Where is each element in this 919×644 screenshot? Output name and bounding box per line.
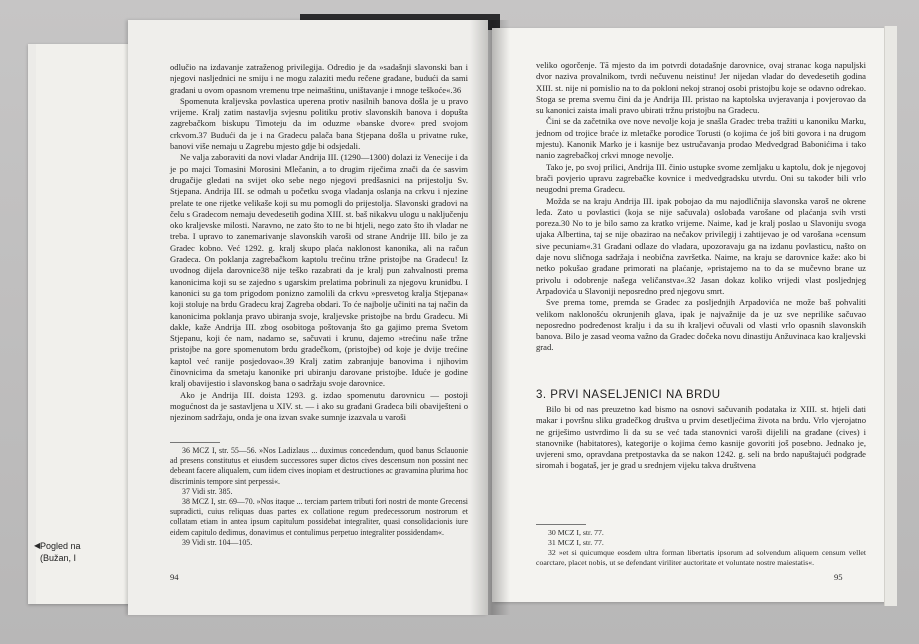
footnote-divider bbox=[536, 524, 586, 525]
footnote: 36 MCZ I, str. 55—56. »Nos Ladizlaus ... duximus concedendum, quod banus Sclauonie ad presens constitutus et eiusdem successores super dictos cives descensum non possint nec debeant facere aliqualem, cum iidem cives inopiam et destructiones ac gravamina plurima hoc discriminis tempore sint perpessi«. bbox=[170, 446, 468, 486]
right-page-body bbox=[536, 60, 866, 354]
footnote: 39 Vidi str. 104—105. bbox=[182, 537, 253, 547]
dust-jacket-flap bbox=[36, 44, 137, 604]
page-number-left: 94 bbox=[170, 572, 179, 582]
paragraph: odlučio na izdavanje zatraženog privilegija. Odredio je da »sadašnji slavonski ban i njegovi nasljednici ne smiju i ne mogu zalaziti među rečene građane, budući da sami građani u ovom opasnom vremenu trpe neimaštinu, uništavanje i mnoge teškoće«.36 bbox=[170, 62, 468, 95]
book-gutter bbox=[470, 20, 510, 615]
page-number-right: 95 bbox=[834, 572, 843, 582]
footnote: 31 MCZ I, str. 77. bbox=[548, 538, 604, 547]
footnote-divider bbox=[170, 442, 220, 443]
page-edges-right bbox=[884, 26, 897, 606]
left-page-body bbox=[170, 62, 468, 424]
flap-caption-line-1: Pogled na bbox=[40, 541, 81, 551]
flap-caption bbox=[40, 540, 81, 564]
paragraph: Tako je, po svoj prilici, Andrija III. činio ustupke svome zemljaku u kaptolu, dok je njegovoj brači povjerio upravu zagrebačke kovnice i medvedgradsku utvrdu. Oni su također bili vrlo neugodni prema Gradecu. bbox=[536, 161, 866, 195]
paragraph: veliko ogorčenje. Tā mjesto da im potvrdi dotadašnje darovnice, ovaj stranac koga napuljski dvor naziva provalnikom, tvrdi nečuvenu neistinu! Jer nijedan vladar do devedesetih godina XIII. st. nije ni pomislio na to da pokloni nekoj stranoj osobi pristojbu koje se odavno odrekao. Stoga se prema svemu čini da je Andrija III. pristao na kaptolska uvjeravanja i povjerovao da su kanonici zaista imali pravo ubirati tržnu pristojbu na Gradecu. bbox=[536, 60, 866, 116]
paragraph: Bilo bi od nas preuzetno kad bismo na osnovi sačuvanih podataka iz XIII. st. htjeli dati makar i površnu sliku gradečkog društva u prvim desetljećima života na brdu. Vrlo vjerojatno ne griješimo ustvrdimo li da su se već tada stanovnici varoši dijelili na građane (cives) i stanovnike (habitatores), kategorije o kojima ćemo kasnije govoriti još posebno. Jednako je, uvjereni smo, opravdana pretpostavka da se nakon 1242. g. seli na brdo napuštajući podgrađe siromah i bogataš, jer je grad u srednjem vijeku takva društvena bbox=[536, 404, 866, 471]
footnote: 38 MCZ I, str. 69—70. »Nos itaque ... terciam partem tributi fori nostri de monte Grecensi supradicti, cuius reliquas duas partes ex collatione regum predecessorum nostrorum et collatam etiam in antea ipsum capitulum possidebat integraliter, quasi consolidacionis iure eidem capitulo dedimus, donavimus et contulimus perpetuo integraliter possidendam«. bbox=[170, 497, 468, 537]
right-page-footnotes bbox=[536, 528, 866, 568]
paragraph: Sve prema tome, premda se Gradec za posljednjih Arpadovića ne može baš pohvaliti velikom naklonošću okrunjenih glava, ipak je najvažnije da je uz sve neprilike sačuvao neposredno podređenost kralju i da su ih kraljevi očuvali od vlasti vrlo opasnih slavonskih banova. Bilo je zasad veoma važno da Gradec dočeka novu dinastiju Anžuvinaca kao kraljevski grad. bbox=[536, 297, 866, 353]
paragraph: Ako je Andrija III. doista 1293. g. izdao spomenutu darovnicu — postoji mogućnost da je sastavljena u XIV. st. — i ako su građani Gradeca bili obaviješteni o njezinom sadržaju, onda je ona izvan svake sumnje izazvala u varoši bbox=[170, 389, 468, 423]
footnote: 37 Vidi str. 385. bbox=[182, 486, 233, 496]
footnote: 32 »et si quicumque eosdem ultra forman libertatis ipsorum ad solvendum aliquem censum vellet coarctare, placet nobis, ut se defendant viriliter auctoritate et voluntate nostre maiestatis«. bbox=[536, 548, 866, 567]
paragraph: Spomenuta kraljevska povlastica uperena protiv nasilnih banova došla je u pravo vrijeme. Kralj zatim nastavlja svjesnu politiku protiv slavonskih banova i dopušta zagrebačkom biskupu Timoteju da im oduzme »banske dvore« pred svojom crkvom.37 Budući da je i na Gradecu palača bana Stjepana došla u privatne ruke, banovi više nemaju u Zagrebu mjesto gdje bi odsjedali. bbox=[170, 95, 468, 152]
left-page-footnotes bbox=[170, 446, 468, 548]
paragraph: Možda se na kraju Andrija III. ipak pobojao da mu najodličnija slavonska varoš ne okrene leđa. Zato u povlastici (koja se nije sačuvala) oslobađa varošane od plaćanja svih vrsti poreza.30 No to je bilo samo za kratko vrijeme. Naime, kad je kralj poslao u Slavoniju svoga ujaka Albertina, taj se nije obazirao na nečakov privilegij i zahtijevao je od varošana »censum sive pecuniam«.31 Građani odlaze do vladara, upozoravaju ga na izdanu povlasticu, našto on daje novu sličnoga sadržaja i neobična završetka. Naime, na kraju se darovnice kaže: ako bi netko pokušao građane primorati na plaćanje, »pristajemo na to da se mučevno brane uz privolu i odobrenje našega veličanstva«.32 Jasan dokaz koliko vrijedi vlast posljednjeg Arpadovića u Slavoniji neposredno pred njegovu smrt. bbox=[536, 195, 866, 296]
paragraph: Čini se da začetnika ove nove nevolje koja je snašla Gradec treba tražiti u kanoniku Marku, jednom od trojice braće iz mletačke porodice Torusti (o kojima će još biti govora i na drugom mjestu). Kanonik Marko je i kasnije bez ustručavanja prodao Medvedgrad Babonićima i tako nanio zagrebačkoj crkvi mnoge nevolje. bbox=[536, 116, 866, 161]
paragraph: Ne valja zaboraviti da novi vladar Andrija III. (1290—1300) dolazi iz Venecije i da je po majci Tomasini Morosini Mlečanin, a to drugim riječima znači da će sasvim drugačije gledati na svijet oko sebe nego njegovi predšasnici na prijestolju Sv. Stjepana. Andrija III. se odmah u početku svoga vladanja oslanja na crkvu i njezine prelate te one rijetke velikaše koji su mu pomogli do prijestolja. Slavonski gradovi na čelu s Gradecom nemaju devedesetih godina XIII. st. baš nikakvu ulogu u naključenju oko kraljevske milosti. Naravno, ne zato što to ne bi htjeli, nego zato što ih vladar ne treba. I upravo to zanemarivanje slavonskih varoši od strane Andrije III. bilo je za Gradec kobno. Već 1292. g. kralj skupo plaća naklonost kanonika, ali na račun Gradeca. On poklanja zagrebačkom kaptolu trećinu tržne pristojbe na Gradecu! Iz uvodnog dijela darovnice38 nije teško razabrati da je kralj pun zahvalnosti prema kanonicima koji su se zajedno s ugarskim prelatima pobrinuli za njegovu krunidbu. I kanonici su ga tom prigodom ponizno zamolili da crkvu »presvetog kralja Stjepana« koji stoluje na brdu Gradecu kraj Zagreba obdari. To će najbolje učiniti na taj način da kanonicima poklanja pravo ubiranja svoje, kraljevske pristojbe na brdu Gradecu. Mi dakle, kaže Andrija III. zbog osobitoga poštovanja što ga gajimo prema Svetom Stjepanu, koji će nam, nadamo se, sačuvati i krunu, dajemo »trećinu naše tržne pristojbe na gore spomenutom brdu gradečkom, (pristojbe) od koje je dvije trećine kaptol već ranije posjedovao«.39 Kralj zatim zabranjuje banovima i njihovim činovnicima da smetaju kanonike pri ubiranju darovane pristojbe. Iduće je godine kralj obavijestio i slavonskog bana o sadržaju svoje darovnice. bbox=[170, 152, 468, 389]
section-heading: 3. PRVI NASELJENICI NA BRDU bbox=[536, 389, 721, 401]
flap-caption-line-2: (Bužan, I bbox=[40, 553, 77, 563]
footnote: 30 MCZ I, str. 77. bbox=[548, 528, 604, 537]
arrow-left-icon: ◀ bbox=[34, 541, 41, 550]
section-body bbox=[536, 404, 866, 472]
